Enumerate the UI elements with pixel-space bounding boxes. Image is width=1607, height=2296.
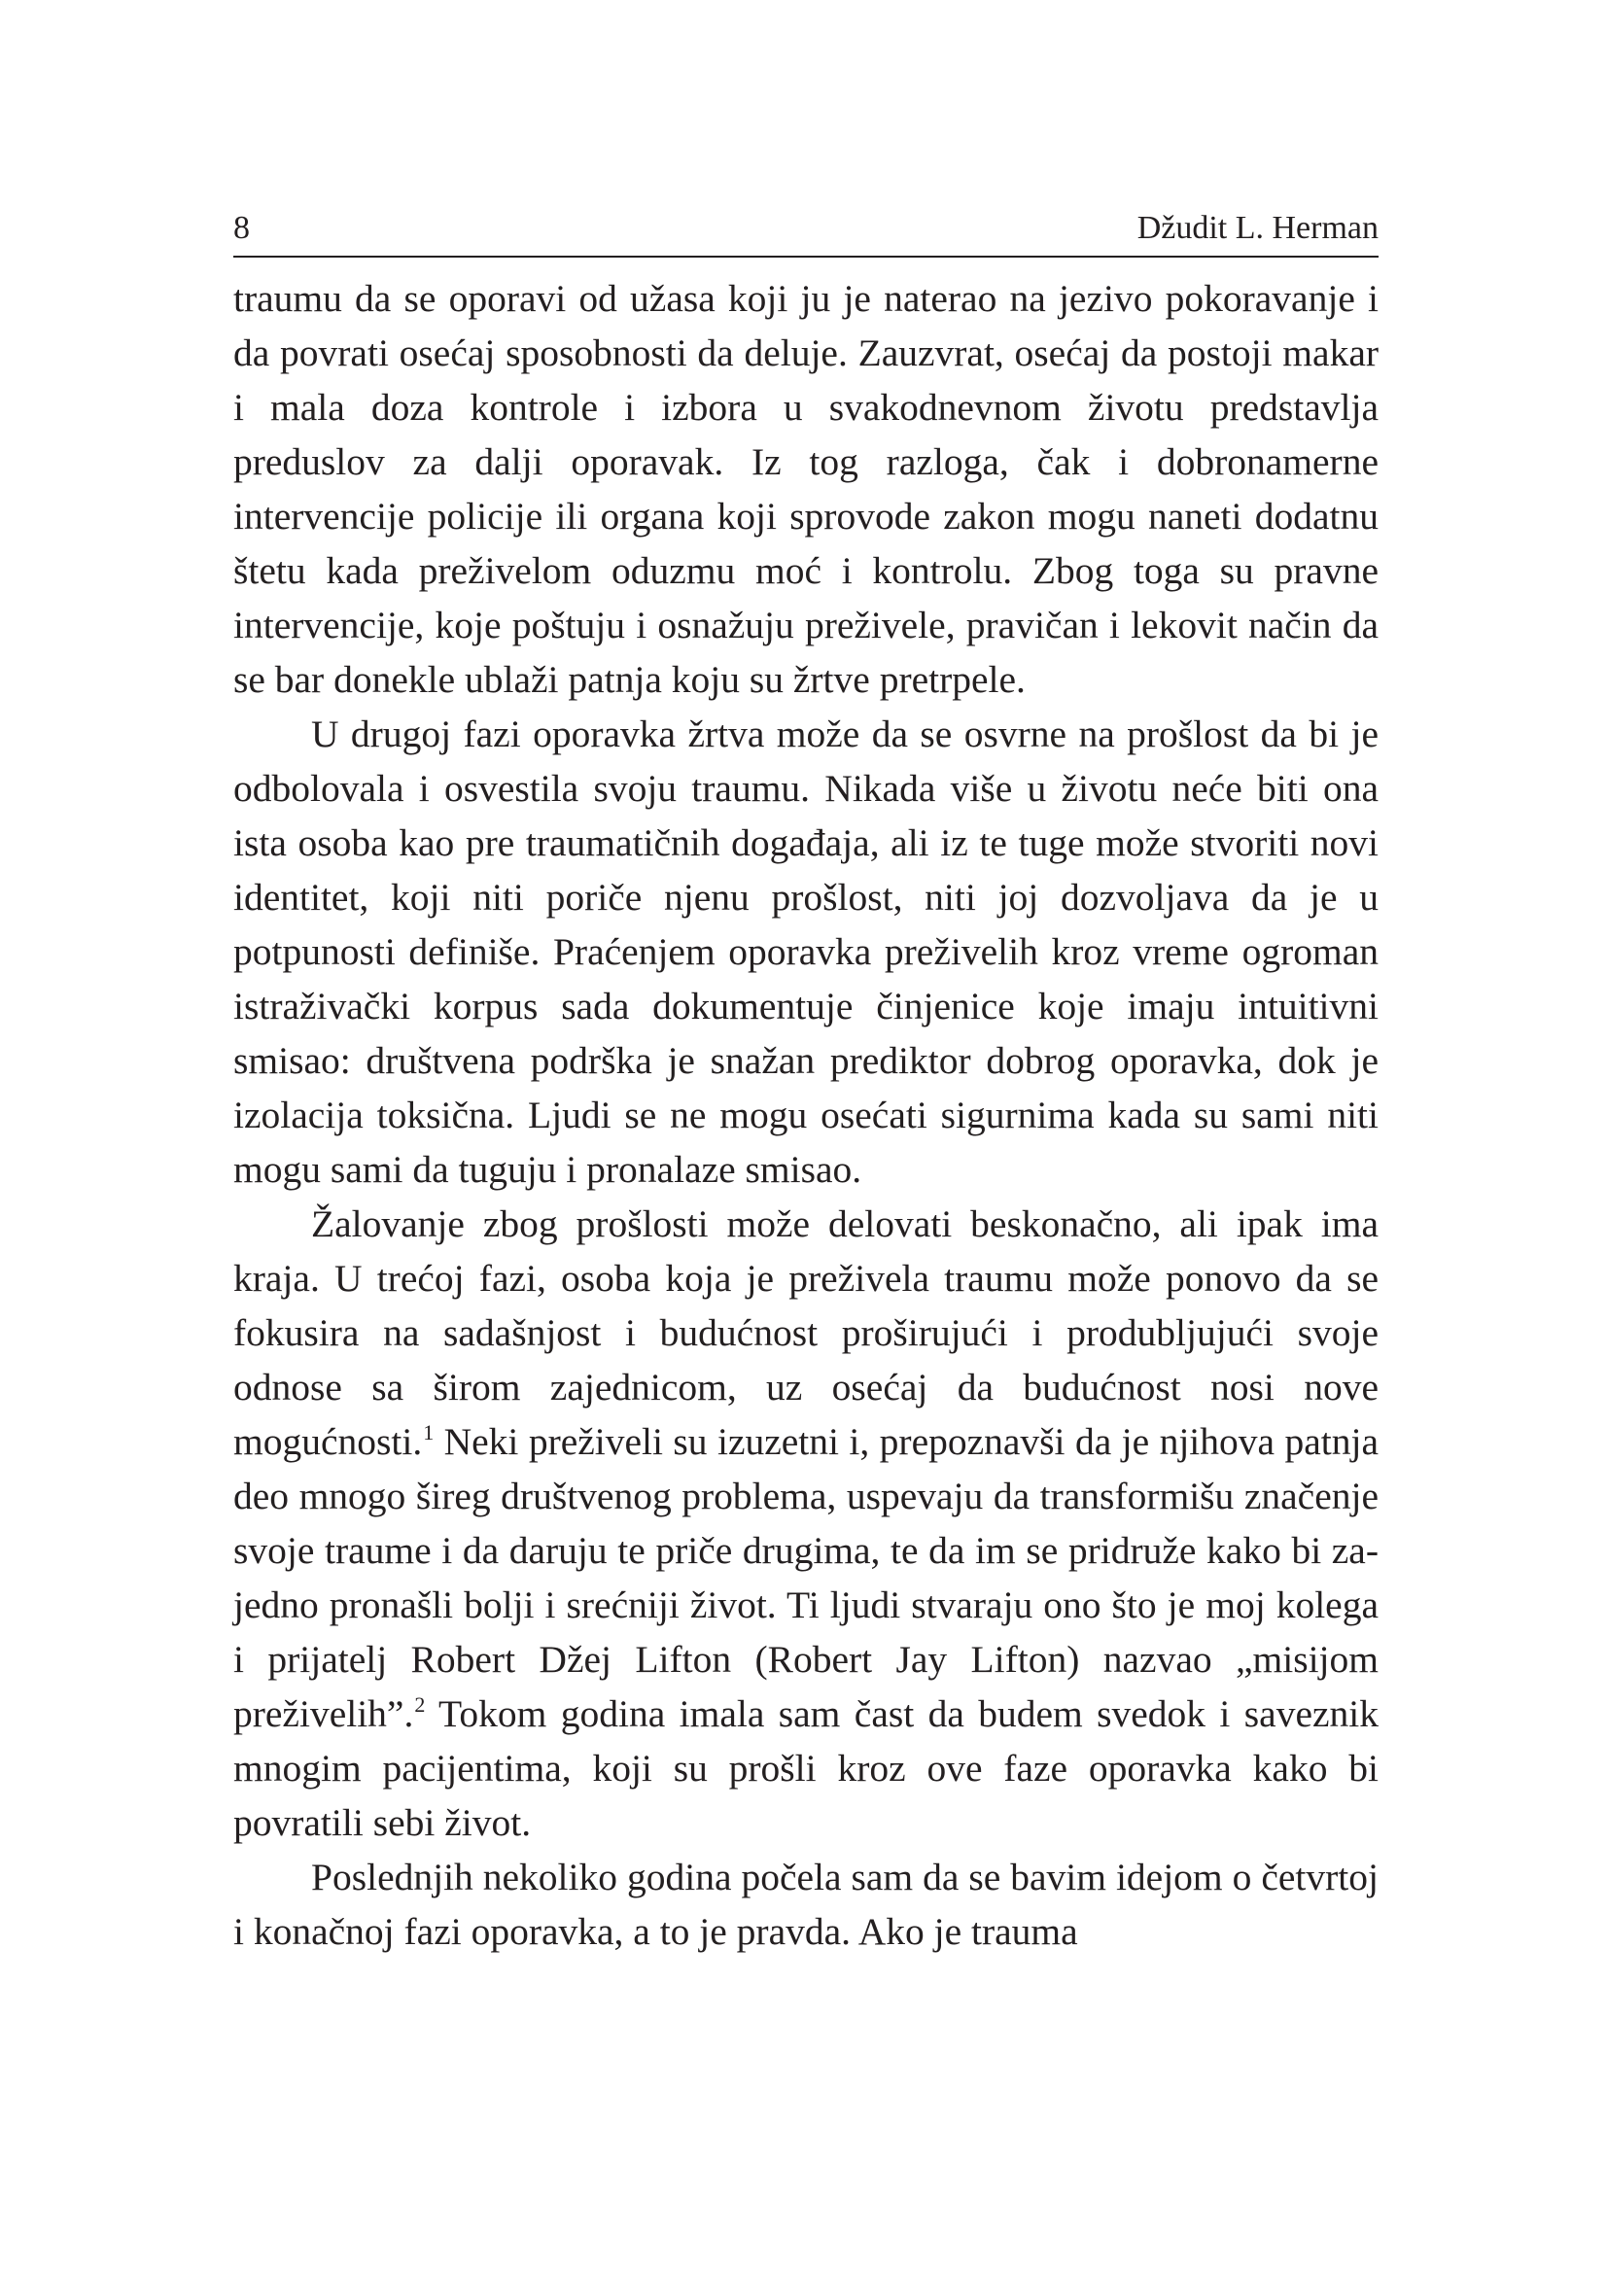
page-number: 8 — [233, 210, 250, 246]
paragraph-4 — [233, 1850, 1379, 1959]
running-head-author: Džudit L. Herman — [1136, 210, 1379, 246]
book-page — [233, 209, 1379, 1959]
running-head — [233, 209, 1379, 258]
paragraph-1 — [233, 271, 1379, 707]
paragraph-2 — [233, 707, 1379, 1197]
paragraph-text: Neki preživeli su izuzetni i, prepoznavši da je njihova patnja deo mnogo šireg društvenog problema, uspevaju da transformišu značenje svoje traume i da daruju te priče drugima, te da im se pridruže kako bi zajedno pronašli bolji i srećniji život. Ti ljudi stvaraju ono što je moj kolega i prijatelj Robert Džej Lifton (Robert Jay Lifton) nazvao „misijom preživelih”. — [233, 1420, 1379, 1735]
footnote-reference: 2 — [414, 1692, 426, 1717]
paragraph-text: Poslednjih nekoliko godina počela sam da se bavim idejom o četvrtoj i konačnoj fazi oporavka, a to je pravda. Ako je trauma — [233, 1856, 1379, 1953]
paragraph-text: traumu da se oporavi od užasa koji ju je naterao na jezivo pokoravanje i da povrati osećaj sposobnosti da deluje. Zauzvrat, osećaj da postoji makar i mala doza kontrole i izbora u svakodnevnom životu predstavlja preduslov za dalji oporavak. Iz tog razloga, čak i dobronamerne intervencije policije ili organa koji sprovode zakon mogu naneti dodatnu štetu kada preživelom oduzmu moć i kontrolu. Zbog toga su pravne intervencije, koje poštuju i osnažuju preživele, pravičan i lekovit način da se bar donekle ublaži patnja koju su žrtve pretrpele. — [233, 277, 1379, 701]
footnote-reference: 1 — [423, 1420, 435, 1444]
paragraph-text: U drugoj fazi oporavka žrtva može da se osvrne na prošlost da bi je odbolovala i osvestila svoju traumu. Nikada više u životu neće biti ona ista osoba kao pre traumatičnih događaja, ali iz te tuge može stvoriti novi identitet, koji niti poriče njenu prošlost, niti joj dozvoljava da je u potpunosti definiše. Praćenjem oporavka preživelih kroz vreme ogroman istraživački korpus sada dokumentuje činjenice koje imaju intuitivni smisao: društvena podrška je snažan prediktor dobrog oporavka, dok je izolacija toksična. Ljudi se ne mogu osećati sigurnima kada su sami niti mogu sami da tuguju i pronalaze smisao. — [233, 713, 1379, 1191]
body-text — [233, 271, 1379, 1959]
paragraph-3 — [233, 1197, 1379, 1850]
paragraph-text: Tokom godina imala sam čast da budem svedok i saveznik mnogim pacijentima, koji su prošli kroz ove faze oporavka kako bi povratili sebi život. — [233, 1692, 1379, 1844]
paragraph-text: Žalovanje zbog prošlosti može delovati beskonačno, ali ipak ima kraja. U trećoj fazi, osoba koja je preživela traumu može ponovo da se fokusira na sadašnjost i budućnost proširujući i produbljujući svoje odnose sa širom zajednicom, uz osećaj da budućnost nosi nove mogućnosti. — [233, 1202, 1379, 1463]
